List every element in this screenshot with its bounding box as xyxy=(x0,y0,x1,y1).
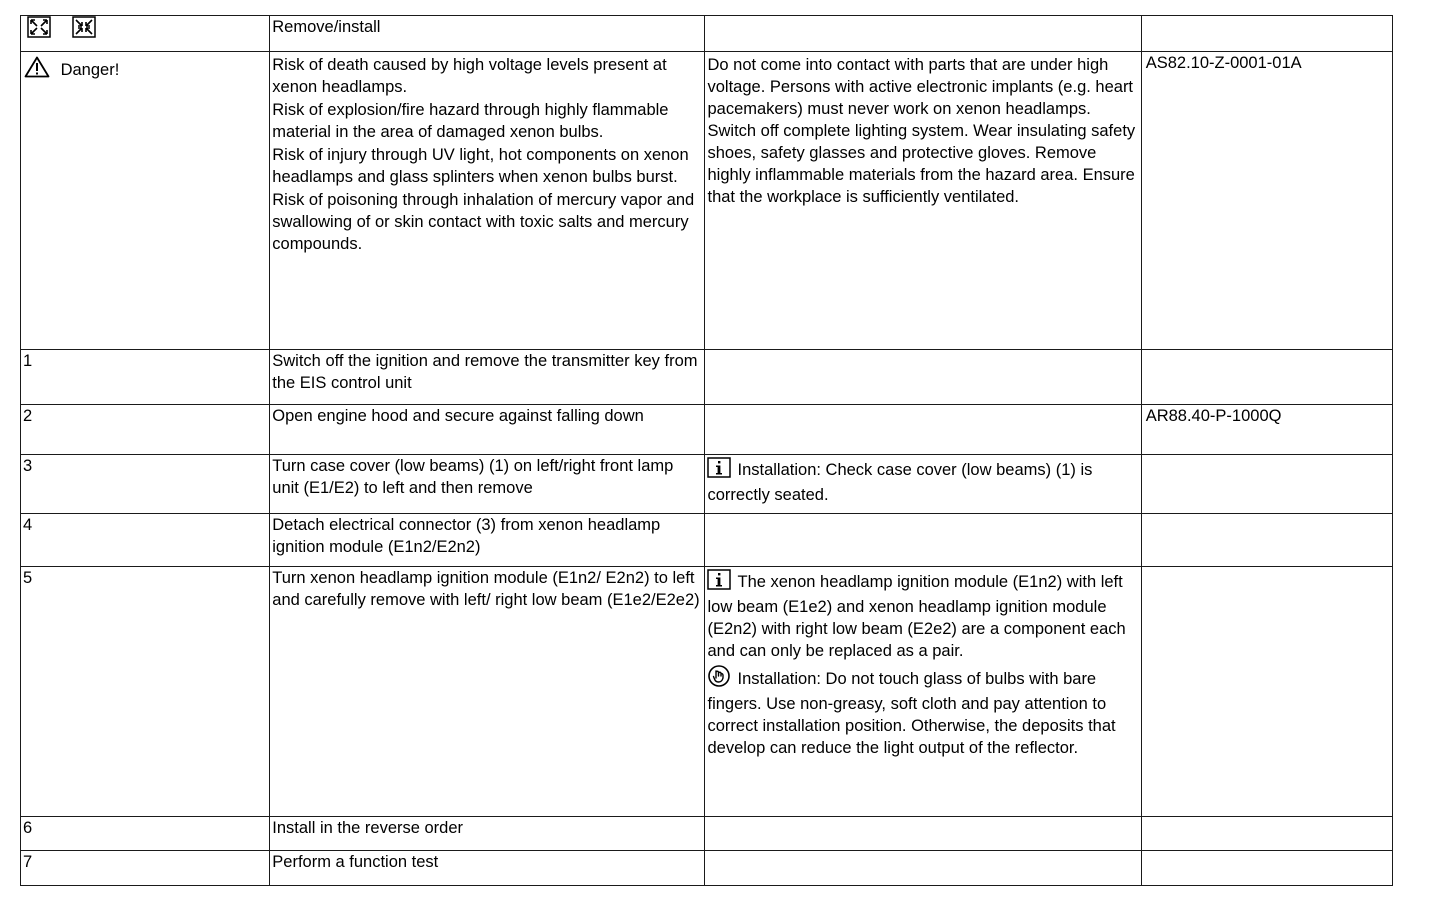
warning-triangle-icon xyxy=(24,56,50,84)
step-row xyxy=(21,514,1393,567)
step-note-cell xyxy=(705,405,1141,455)
installation-note: Installation: Check case cover (low beams) (1) is correctly seated. xyxy=(707,461,1093,504)
step-reference-cell xyxy=(1141,567,1392,817)
step-text: Install in the reverse order xyxy=(270,817,705,851)
header-row xyxy=(21,16,1393,52)
procedure-table xyxy=(20,15,1393,886)
replace-pair-note: The xenon headlamp ignition module (E1n2) with left low beam (E1e2) and xenon headlamp ignition module (E2n2) with right low beam (E2e2) are a component each and can only be replaced as a pair. xyxy=(707,573,1126,660)
danger-label-cell xyxy=(21,52,270,350)
expand-arrows-icon[interactable] xyxy=(27,16,51,44)
step-number: 7 xyxy=(21,851,270,886)
danger-measures: Do not come into contact with parts that are under high voltage. Persons with active electronic implants (e.g. heart pacemakers) must never work on xenon headlamps. Switch off complete lighting system. Wear insulating safety shoes, safety glasses and protective gloves. Remove highly inflammable materials from the hazard area. Ensure that the workplace is sufficiently ventilated. xyxy=(707,56,1136,206)
danger-reference-link[interactable]: AS82.10-Z-0001-01A xyxy=(1145,54,1302,72)
step-row xyxy=(21,567,1393,817)
step-row xyxy=(21,405,1393,455)
header-empty-cell xyxy=(1141,16,1392,52)
step-reference-cell xyxy=(1141,817,1392,851)
info-icon xyxy=(707,457,731,484)
step-note-cell xyxy=(705,514,1141,567)
header-icons-cell xyxy=(21,16,270,52)
page-title: Remove/install xyxy=(272,18,381,36)
step-text: Turn xenon headlamp ignition module (E1n2/ E2n2) to left and carefully remove with left/ right low beam (E1e2/E2e2) xyxy=(270,567,705,817)
step-reference-cell xyxy=(1141,851,1392,886)
step-row xyxy=(21,851,1393,886)
step-number: 1 xyxy=(21,350,270,405)
step-number: 6 xyxy=(21,817,270,851)
hand-caution-icon xyxy=(707,665,731,693)
step-row xyxy=(21,817,1393,851)
danger-risks-cell xyxy=(270,52,705,350)
step-note-cell xyxy=(705,350,1141,405)
step-row xyxy=(21,350,1393,405)
header-empty-cell xyxy=(705,16,1141,52)
step-reference-cell xyxy=(1141,405,1392,455)
step-note-cell xyxy=(705,851,1141,886)
step-reference-cell xyxy=(1141,455,1392,514)
step-reference-link[interactable]: AR88.40-P-1000Q xyxy=(1145,407,1282,425)
step-text: Open engine hood and secure against falling down xyxy=(270,405,705,455)
step-reference-cell xyxy=(1141,514,1392,567)
danger-label: Danger! xyxy=(60,61,120,79)
bulb-handling-note: Installation: Do not touch glass of bulbs with bare fingers. Use non-greasy, soft cloth and pay attention to correct installation position. Otherwise, the deposits that develop can reduce the light output of the reflector. xyxy=(707,670,1116,757)
header-title-cell xyxy=(270,16,705,52)
danger-row xyxy=(21,52,1393,350)
step-reference-cell xyxy=(1141,350,1392,405)
risk-poisoning: Risk of poisoning through inhalation of mercury vapor and swallowing of or skin contact with toxic salts and mercury compounds. xyxy=(272,191,695,253)
step-note-cell xyxy=(705,817,1141,851)
risk-explosion: Risk of explosion/fire hazard through highly flammable material in the area of damaged xenon bulbs. xyxy=(272,101,669,141)
collapse-arrows-icon[interactable] xyxy=(72,16,96,44)
step-text: Turn case cover (low beams) (1) on left/right front lamp unit (E1/E2) to left and then remove xyxy=(270,455,705,514)
danger-measures-cell xyxy=(705,52,1141,350)
info-note xyxy=(707,569,1138,662)
step-text: Switch off the ignition and remove the transmitter key from the EIS control unit xyxy=(270,350,705,405)
step-text: Detach electrical connector (3) from xenon headlamp ignition module (E1n2/E2n2) xyxy=(270,514,705,567)
info-icon xyxy=(707,569,731,596)
risk-injury: Risk of injury through UV light, hot components on xenon headlamps and glass splinters when xenon bulbs burst. xyxy=(272,146,689,186)
risk-death: Risk of death caused by high voltage levels present at xenon headlamps. xyxy=(272,56,667,96)
installation-caution-note xyxy=(707,665,1138,759)
step-note-cell xyxy=(705,455,1141,514)
step-number: 5 xyxy=(21,567,270,817)
step-number: 2 xyxy=(21,405,270,455)
step-number: 3 xyxy=(21,455,270,514)
step-number: 4 xyxy=(21,514,270,567)
step-text: Perform a function test xyxy=(270,851,705,886)
step-row xyxy=(21,455,1393,514)
step-note-cell xyxy=(705,567,1141,817)
danger-reference-cell xyxy=(1141,52,1392,350)
